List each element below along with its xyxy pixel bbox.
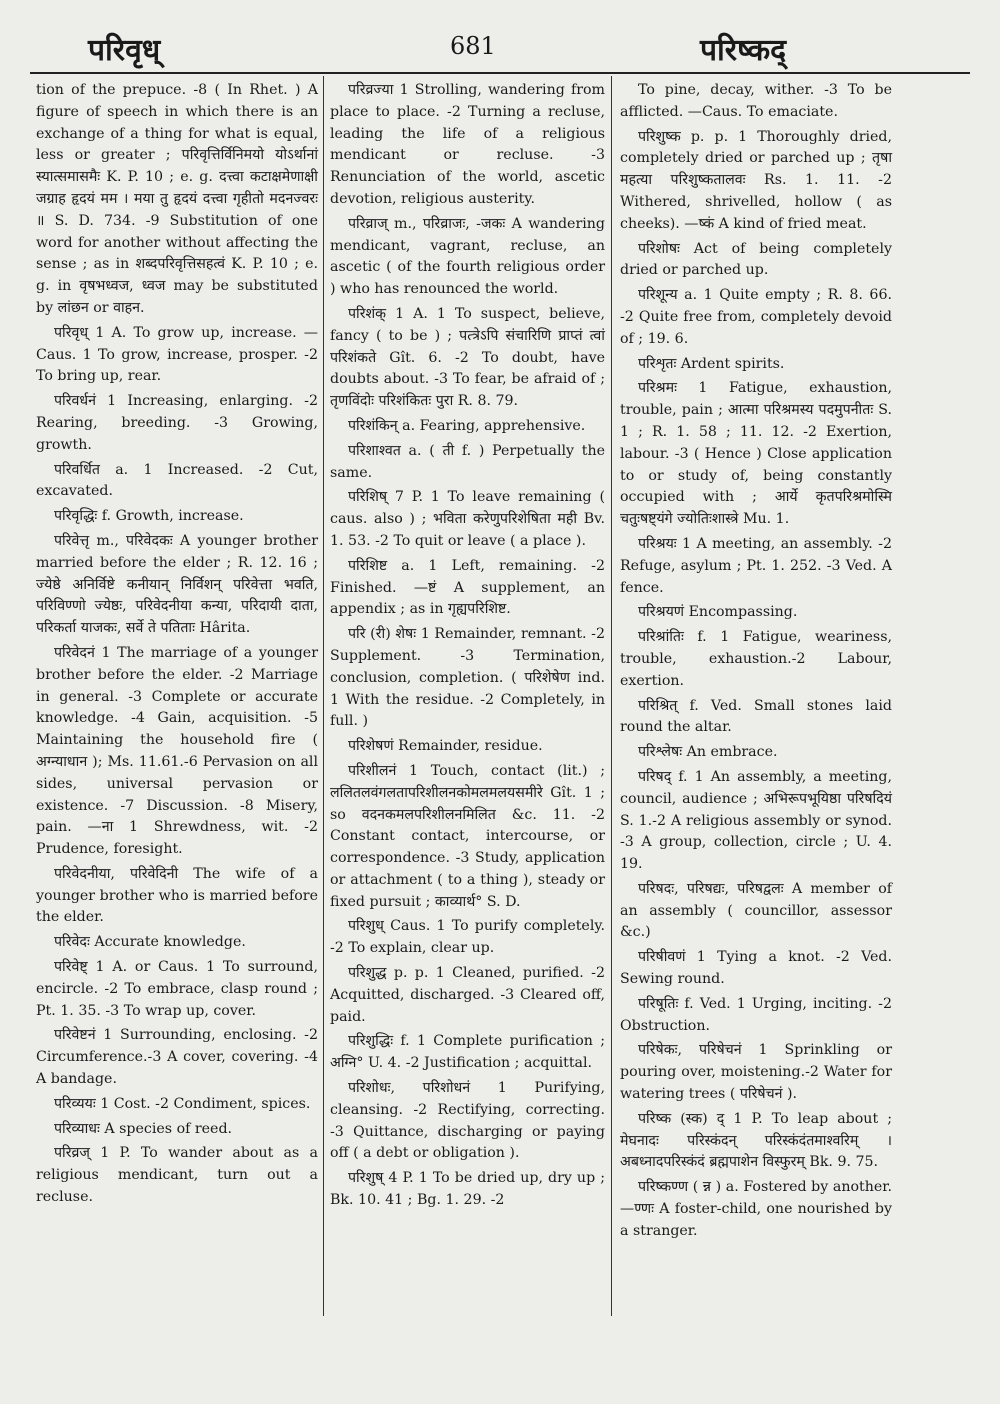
dictionary-entry: परिवर्धनं 1 Increasing, enlarging. -2 Rearing, breeding. -3 Growing, growth. xyxy=(36,393,318,453)
dictionary-entry: परिवेदः Accurate knowledge. xyxy=(54,934,246,951)
dictionary-entry: परिशून्य a. 1 Quite empty ; R. 8. 66. -2 Quite free from, completely devoid of ; 19. 6. xyxy=(620,287,892,347)
dictionary-entry: परिवृध् 1 A. To grow up, increase. —Caus. 1 To grow, increase, prosper. -2 To bring up, rear. xyxy=(36,324,318,385)
dictionary-entry: परिषूतिः f. Ved. 1 Urging, inciting. -2 Obstruction. xyxy=(620,995,892,1034)
dictionary-entry: परिव्ययः 1 Cost. -2 Condiment, spices. xyxy=(54,1095,311,1112)
dictionary-entry: परिश्रयणं Encompassing. xyxy=(638,604,798,621)
dictionary-entry: परिशिष्ट a. 1 Left, remaining. -2 Finished. —ष्टं A supplement, an appendix ; as in गृह्यपरिशिष्ट. xyxy=(330,557,605,618)
dictionary-entry: tion of the prepuce. -8 ( In Rhet. ) A figure of speech in which there is an exchange of a thing for what is equal, less or greater ; परिवृत्तिर्विनिमयो योऽर्थानां स्यात्समासमैः K. P. 10 ; e. g. दत्त्वा कटाक्षमेणाक्षी जग्राह हृदयं मम । मया तु हृदयं दत्त्वा गृहीतो मदनज्वरः ॥ S. D. 734. -9 Substitution of one word for another without affecting the sense ; as in शब्दपरिवृत्तिसहत्वं K. P. 10 ; e. g. in वृषभध्वज, ध्वज may be substituted by लांछन or वाहन. xyxy=(36,82,318,316)
dictionary-entry: परिवेष्टनं 1 Surrounding, enclosing. -2 Circumference.-3 A cover, covering. -4 A bandage. xyxy=(36,1027,318,1088)
dictionary-entry: परिश्लेषः An embrace. xyxy=(638,744,778,761)
dictionary-entry: परिशृतः Ardent spirits. xyxy=(638,355,785,372)
dictionary-entry: परिषद् f. 1 An assembly, a meeting, council, audience ; अभिरूपभूयिष्ठा परिषदियं S. 1.-2 A religious assembly or synod. -3 A group, collection, circle ; U. 4. 19. xyxy=(620,768,892,873)
column-2 xyxy=(330,80,605,1215)
dictionary-entry: परिव्रज् 1 P. To wander about as a religious mendicant, turn out a recluse. xyxy=(36,1145,318,1206)
dictionary-entry: परिशिष् 7 P. 1 To leave remaining ( caus. also ) ; भविता करेणुपरिशेषिता मही Bv. 1. 53. -2 To quit or leave ( a place ). xyxy=(330,489,605,549)
column-divider xyxy=(611,76,612,1316)
header-rule xyxy=(30,72,970,74)
dictionary-entry: परिशाश्वत a. ( ती f. ) Perpetually the same. xyxy=(330,442,605,481)
dictionary-entry: परिवर्धित a. 1 Increased. -2 Cut, excavated. xyxy=(36,461,318,500)
dictionary-entry: परिशोषः Act of being completely dried or parched up. xyxy=(620,240,892,279)
column-3 xyxy=(620,80,892,1246)
header-right-headword: परिष्कद् xyxy=(700,33,787,68)
dictionary-entry: परिषेकः, परिषेचनं 1 Sprinkling or pouring over, moistening.-2 Water for watering trees ( परिषेचनं ). xyxy=(620,1042,892,1103)
dictionary-entry: परिश्रयः 1 A meeting, an assembly. -2 Refuge, asylum ; Pt. 1. 252. -3 Ved. A fence. xyxy=(620,535,892,596)
dictionary-entry: परिशंक् 1 A. 1 To suspect, believe, fancy ( to be ) ; पत्त्रेऽपि संचारिणि प्राप्तं त्वां परिशंकते Gît. 6. -2 To doubt, have doubts about. -3 To fear, be afraid of ; तृणविंदोः परिशंकितः पुरा R. 8. 79. xyxy=(330,305,605,410)
dictionary-entry: परिष्क (स्क) द् 1 P. To leap about ; मेघनादः परिस्कंदन् परिस्कंदंतमाश्वरिम् । अबध्नादपरिस्कंदं ब्रह्मपाशेन विस्फुरम् Bk. 9. 75. xyxy=(620,1110,892,1171)
dictionary-entry: परिशुष् 4 P. 1 To be dried up, dry up ; Bk. 10. 41 ; Bg. 1. 29. -2 xyxy=(330,1170,605,1209)
page-header xyxy=(0,28,1000,78)
dictionary-entry: परिशुध् Caus. 1 To purify completely. -2 To explain, clear up. xyxy=(330,918,605,957)
dictionary-entry: परिवृद्धिः f. Growth, increase. xyxy=(54,508,244,525)
header-left-headword: परिवृध् xyxy=(88,33,161,68)
dictionary-entry: परिवेदनं 1 The marriage of a younger brother before the elder. -2 Marriage in general. -3 Complete or accurate knowledge. -4 Gain, acquisition. -5 Maintaining the household fire ( अग्न्याधान ); Ms. 11.61.-6 Pervasion on all sides, universal pervasion or existence. -7 Discussion. -8 Misery, pain. —ना 1 Shrewdness, wit. -2 Prudence, foresight. xyxy=(36,644,318,858)
dictionary-entry: परिशोधः, परिशोधनं 1 Purifying, cleansing. -2 Rectifying, correcting. -3 Quittance, discharging or paying off ( a debt or obligation ). xyxy=(330,1080,605,1162)
dictionary-entry: परिवेष्ट् 1 A. or Caus. 1 To surround, encircle. -2 To embrace, clasp round ; Pt. 1. 35. -3 To wrap up, cover. xyxy=(36,959,318,1019)
column-divider xyxy=(323,76,324,1316)
dictionary-entry: परिवेदनीया, परिवेदिनी The wife of a younger brother who is married before the elder. xyxy=(36,865,318,926)
dictionary-entry: परिव्राज् m., परिव्राजः, -जकः A wandering mendicant, vagrant, recluse, an ascetic ( of the fourth religious order ) who has renounced the world. xyxy=(330,215,605,298)
dictionary-entry: परिश्रांतिः f. 1 Fatigue, weariness, trouble, exhaustion.-2 Labour, exertion. xyxy=(620,629,892,689)
dictionary-entry: परिषीवणं 1 Tying a knot. -2 Ved. Sewing round. xyxy=(620,949,892,988)
dictionary-entry: परिशुद्ध p. p. 1 Cleaned, purified. -2 Acquitted, discharged. -3 Cleared off, paid. xyxy=(330,965,605,1025)
dictionary-entry: परिश्रित् f. Ved. Small stones laid round the altar. xyxy=(620,697,892,736)
dictionary-entry: परिशंकिन् a. Fearing, apprehensive. xyxy=(348,417,586,434)
dictionary-entry: परिशेषणं Remainder, residue. xyxy=(348,738,543,755)
dictionary-entry: परिवेत्तृ m., परिवेदकः A younger brother married before the elder ; R. 12. 16 ; ज्येष्ठे अनिर्विष्टे कनीयान् निर्विशन् परिवेत्ता भवति, परिविण्णो ज्येष्ठः, परिवेदनीया कन्या, परिदायी दाता, परिकर्ता याजकः, सर्वे ते पतिताः Hârita. xyxy=(36,532,318,637)
dictionary-entry: परि (री) शेषः 1 Remainder, remnant. -2 Supplement. -3 Termination, conclusion, completion. ( परिशेषेण ind. 1 With the residue. -2 Completely, in full. ) xyxy=(330,626,605,730)
dictionary-entry: परिशुष्क p. p. 1 Thoroughly dried, completely dried or parched up ; तृषा महत्या परिशुष्कतालवः Rs. 1. 11. -2 Withered, shrivelled, hollow ( as cheeks). —ष्कं A kind of fried meat. xyxy=(620,128,892,232)
dictionary-entry: परिष्कण्ण ( न्न ) a. Fostered by another. —ण्णः A foster-child, one nourished by a stranger. xyxy=(620,1179,892,1239)
dictionary-entry: परिव्रज्या 1 Strolling, wandering from place to place. -2 Turning a recluse, leading the life of a religious mendicant or recluse. -3 Renunciation of the world, ascetic devotion, religious austerity. xyxy=(330,82,605,207)
dictionary-entry: परिव्याधः A species of reed. xyxy=(54,1120,233,1137)
dictionary-entry: To pine, decay, wither. -3 To be afflicted. —Caus. To emaciate. xyxy=(620,82,892,120)
dictionary-entry: परिशुद्धिः f. 1 Complete purification ; अग्नि° U. 4. -2 Justification ; acquittal. xyxy=(330,1033,605,1072)
dictionary-entry: परिशीलनं 1 Touch, contact (lit.) ; ललितलवंगलतापरिशीलनकोमलमलयसमीरे Gît. 1 ; so वदनकमलपरिशीलनमिलित &c. 11. -2 Constant contact, intercourse, or correspondence. -3 Study, application or attachment ( to a thing ), steady or fixed pursuit ; काव्यार्थ° S. D. xyxy=(330,762,605,910)
column-1 xyxy=(36,80,318,1212)
dictionary-entry: परिषदः, परिषद्यः, परिषद्वलः A member of an assembly ( councillor, assessor &c.) xyxy=(620,880,892,941)
page-number: 681 xyxy=(450,32,496,60)
dictionary-entry: परिश्रमः 1 Fatigue, exhaustion, trouble, pain ; आत्मा परिश्रमस्य पदमुपनीतः S. 1 ; R. 1. 58 ; 11. 12. -2 Exertion, labour. -3 ( Hence ) Close application to or study of, being constantly occupied with ; आर्ये कृतपरिश्रमोस्मि चतुःषष्ट्यंगे ज्योतिःशास्त्रे Mu. 1. xyxy=(620,380,892,528)
